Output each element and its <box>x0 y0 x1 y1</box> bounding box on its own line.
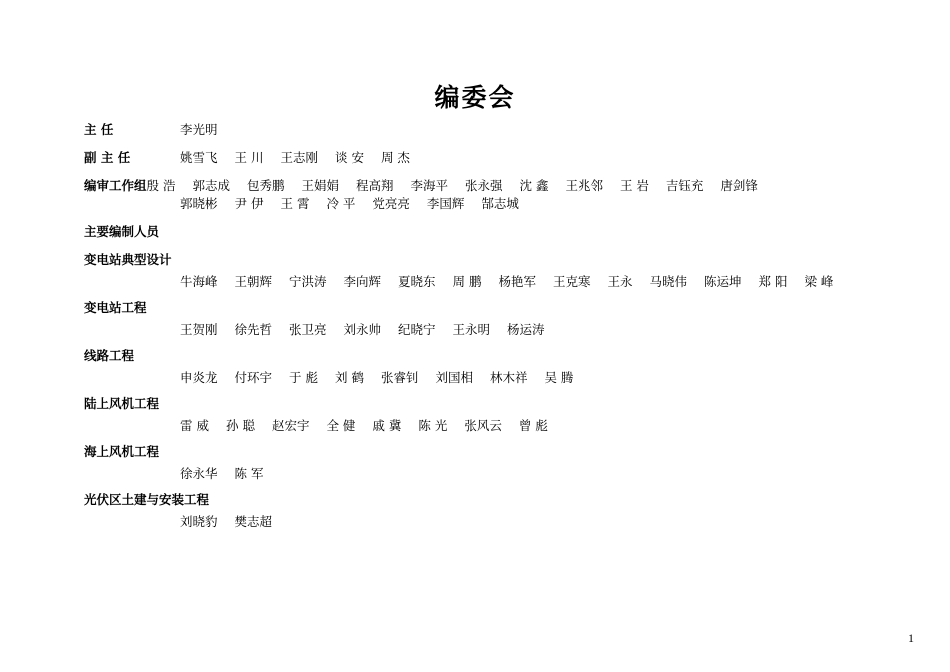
role-row-review-group-line2 <box>84 194 884 212</box>
person-name: 付环宇 <box>234 370 273 385</box>
person-name: 唐剑锋 <box>720 178 758 193</box>
section-names-substation-typical-design <box>180 272 884 290</box>
role-names-review-group-line2 <box>180 194 519 212</box>
person-name: 李海平 <box>410 178 448 193</box>
person-name: 马晓伟 <box>649 274 687 289</box>
section-names-substation-engineering <box>180 320 884 338</box>
person-name: 王克寒 <box>552 274 591 289</box>
person-name: 吴 腾 <box>544 370 574 385</box>
person-name: 杨艳军 <box>498 274 536 289</box>
person-name: 牛海峰 <box>180 274 218 289</box>
person-name: 李光明 <box>180 122 218 137</box>
person-name: 张永强 <box>464 178 503 193</box>
section-names-onshore-wind-turbine <box>180 416 884 434</box>
person-name: 吉钰充 <box>665 178 704 193</box>
person-name: 梁 峰 <box>804 274 834 289</box>
person-name: 郜志城 <box>481 196 519 211</box>
section-heading-onshore-wind-turbine: 陆上风机工程 <box>84 396 160 411</box>
person-name: 刘永帅 <box>343 322 382 337</box>
person-name: 曾 彪 <box>518 418 548 433</box>
role-names-review-group-line1 <box>147 176 758 194</box>
section-heading-pv-civil-installation: 光伏区土建与安装工程 <box>84 492 210 507</box>
person-name: 谈 安 <box>334 150 364 165</box>
person-name: 王永 <box>607 274 633 289</box>
person-name: 徐永华 <box>180 466 218 481</box>
person-name: 王永明 <box>452 322 491 337</box>
person-name: 周 鹏 <box>452 274 482 289</box>
person-name: 王 霄 <box>280 196 310 211</box>
person-name: 殷 浩 <box>146 178 176 193</box>
person-name: 冷 平 <box>326 196 356 211</box>
role-row-deputy-director <box>84 148 884 166</box>
person-name: 王贺刚 <box>180 322 218 337</box>
person-name: 李国辉 <box>426 196 465 211</box>
person-name: 申炎龙 <box>180 370 218 385</box>
person-name: 王娟娟 <box>301 178 339 193</box>
section-names-offshore-wind-turbine <box>180 464 884 482</box>
person-name: 李向辉 <box>343 274 382 289</box>
person-name: 王 岩 <box>619 178 649 193</box>
person-name: 张卫亮 <box>289 322 327 337</box>
person-name: 尹 伊 <box>234 196 264 211</box>
role-label-director: 主 任 <box>84 122 114 137</box>
person-name: 姚雪飞 <box>180 150 218 165</box>
person-name: 程高翔 <box>355 178 394 193</box>
person-name: 刘晓豹 <box>180 514 218 529</box>
editorial-board-block <box>84 120 884 538</box>
main-compilers-heading: 主要编制人员 <box>84 224 160 239</box>
page-number: 1 <box>908 631 914 645</box>
person-name: 周 杰 <box>380 150 410 165</box>
person-name: 王 川 <box>234 150 264 165</box>
person-name: 陈 军 <box>234 466 264 481</box>
person-name: 林木祥 <box>489 370 528 385</box>
person-name: 张风云 <box>464 418 502 433</box>
person-name: 夏晓东 <box>398 274 436 289</box>
person-name: 孙 聪 <box>225 418 255 433</box>
person-name: 樊志超 <box>234 514 273 529</box>
role-row-review-group <box>84 176 884 194</box>
section-heading-offshore-wind-turbine: 海上风机工程 <box>84 444 160 459</box>
person-name: 徐先哲 <box>234 322 273 337</box>
person-name: 杨运涛 <box>507 322 545 337</box>
person-name: 郑 阳 <box>758 274 788 289</box>
person-name: 戚 冀 <box>372 418 402 433</box>
person-name: 陈 光 <box>418 418 448 433</box>
person-name: 全 健 <box>326 418 356 433</box>
person-name: 王兆邻 <box>565 178 603 193</box>
person-name: 陈运坤 <box>703 274 742 289</box>
section-names-line-engineering <box>180 368 884 386</box>
person-name: 张睿钊 <box>380 370 419 385</box>
person-name: 雷 威 <box>180 418 209 433</box>
person-name: 刘国相 <box>435 370 473 385</box>
page-title <box>0 78 950 114</box>
section-heading-line-engineering: 线路工程 <box>84 348 135 363</box>
person-name: 刘 鹤 <box>334 370 364 385</box>
role-label-deputy-director: 副 主 任 <box>84 150 131 165</box>
person-name: 包秀鹏 <box>246 178 285 193</box>
role-label-review-group: 编审工作组 <box>84 178 147 193</box>
person-name: 王朝辉 <box>234 274 273 289</box>
person-name: 郭志成 <box>192 178 230 193</box>
person-name: 郭晓彬 <box>180 196 218 211</box>
section-heading-substation-engineering: 变电站工程 <box>84 300 147 315</box>
section-names-pv-civil-installation <box>180 512 884 530</box>
person-name: 王志刚 <box>280 150 318 165</box>
person-name: 宁洪涛 <box>289 274 327 289</box>
role-row-director <box>84 120 884 138</box>
page-title-text: 编委会 <box>434 83 516 112</box>
person-name: 沈 鑫 <box>519 178 549 193</box>
role-names-director <box>180 120 218 138</box>
role-names-deputy-director <box>180 148 410 166</box>
section-heading-substation-typical-design: 变电站典型设计 <box>84 252 172 267</box>
person-name: 党亮亮 <box>372 196 410 211</box>
person-name: 纪晓宁 <box>398 322 436 337</box>
person-name: 赵宏宇 <box>271 418 310 433</box>
person-name: 于 彪 <box>289 370 318 385</box>
